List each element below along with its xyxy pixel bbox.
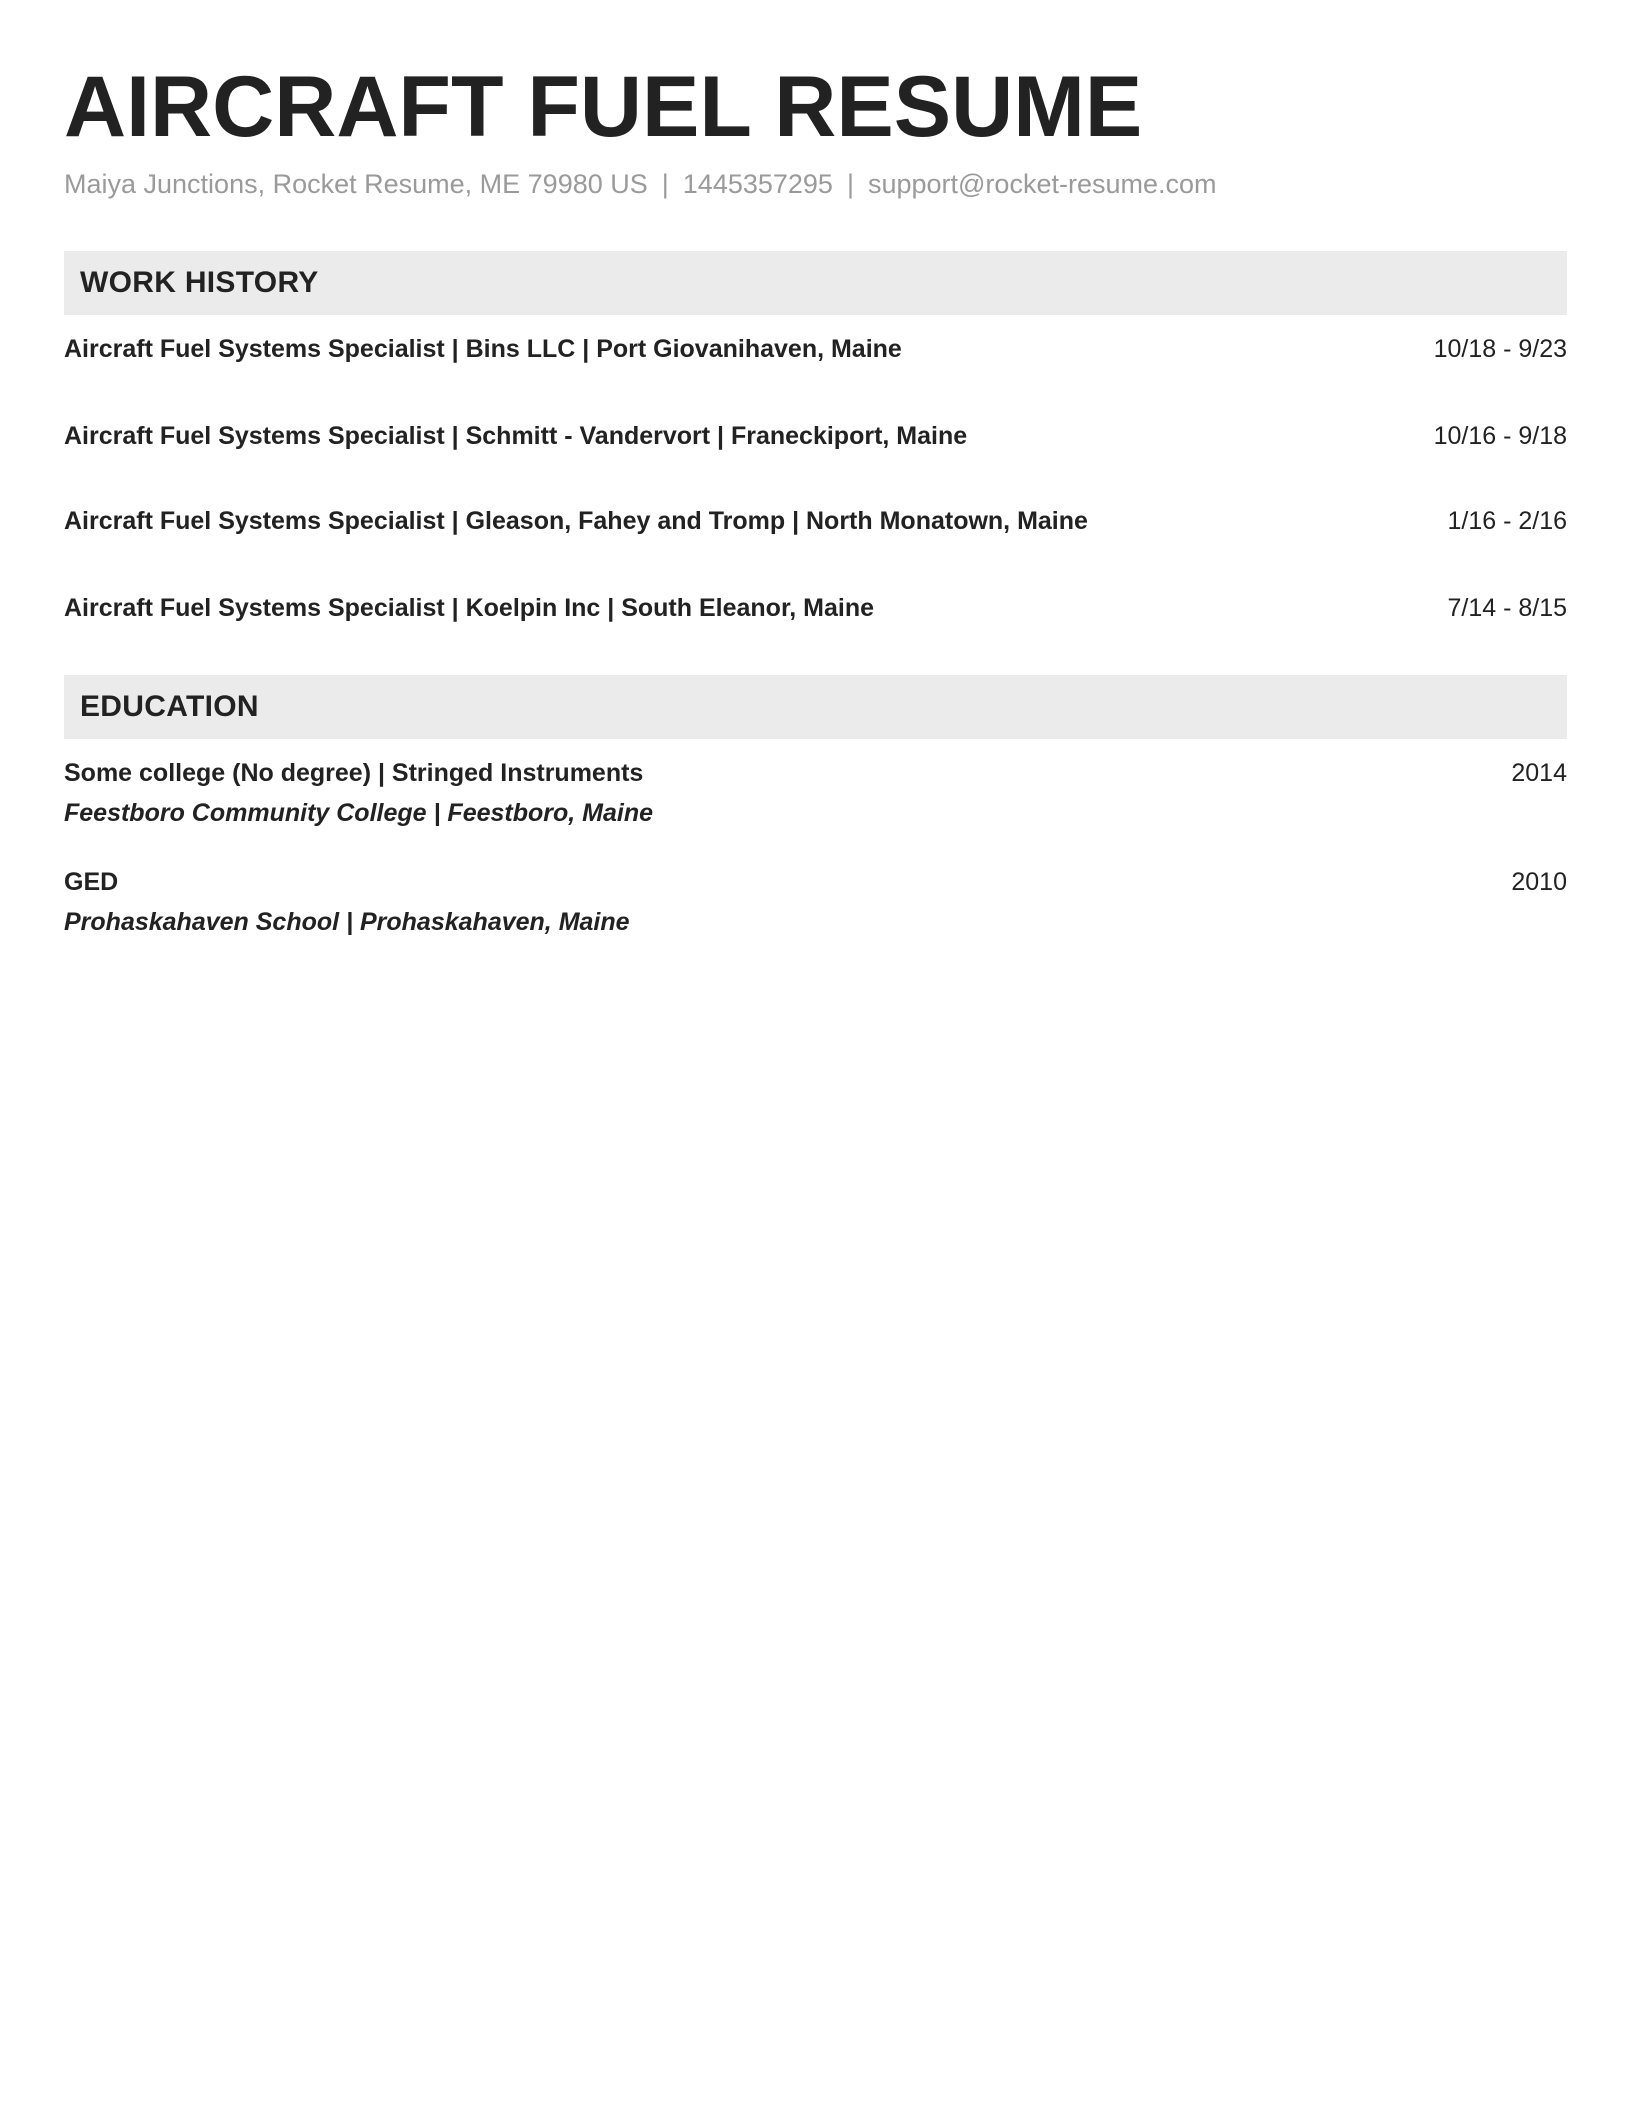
job-dates: 1/16 - 2/16 bbox=[1447, 507, 1567, 535]
graduation-year: 2014 bbox=[1511, 759, 1567, 787]
education-entry bbox=[64, 864, 1567, 900]
education-section-header bbox=[64, 675, 1567, 739]
contact-line bbox=[64, 166, 1217, 202]
education-entry bbox=[64, 755, 1567, 791]
job-dates: 10/18 - 9/23 bbox=[1433, 335, 1567, 363]
job-title: Aircraft Fuel Systems Specialist | Schmitt - Vandervort | Franeckiport, Maine bbox=[64, 422, 968, 450]
degree: Some college (No degree) | Stringed Instruments bbox=[64, 759, 644, 787]
contact-email: support@rocket-resume.com bbox=[867, 169, 1217, 199]
contact-separator: | bbox=[846, 169, 854, 199]
job-title: Aircraft Fuel Systems Specialist | Gleason, Fahey and Tromp | North Monatown, Maine bbox=[64, 507, 1088, 535]
section-title: WORK HISTORY bbox=[80, 266, 319, 299]
job-entry bbox=[64, 418, 1567, 454]
school: Prohaskahaven School | Prohaskahaven, Maine bbox=[64, 908, 630, 936]
section-title: EDUCATION bbox=[80, 690, 259, 723]
job-dates: 10/16 - 9/18 bbox=[1433, 422, 1567, 450]
job-entry bbox=[64, 331, 1567, 367]
work-history-section-header bbox=[64, 251, 1567, 315]
job-title: Aircraft Fuel Systems Specialist | Bins LLC | Port Giovanihaven, Maine bbox=[64, 335, 902, 363]
job-entry bbox=[64, 590, 1567, 626]
graduation-year: 2010 bbox=[1511, 868, 1567, 896]
school: Feestboro Community College | Feestboro, Maine bbox=[64, 799, 654, 827]
contact-address: Maiya Junctions, Rocket Resume, ME 79980 US bbox=[64, 169, 648, 199]
contact-phone: 1445357295 bbox=[682, 169, 833, 199]
job-entry bbox=[64, 503, 1567, 539]
contact-separator: | bbox=[661, 169, 669, 199]
job-dates: 7/14 - 8/15 bbox=[1447, 594, 1567, 622]
job-title: Aircraft Fuel Systems Specialist | Koelpin Inc | South Eleanor, Maine bbox=[64, 594, 875, 622]
degree: GED bbox=[64, 868, 119, 896]
resume-title: AIRCRAFT FUEL RESUME bbox=[64, 59, 1143, 155]
